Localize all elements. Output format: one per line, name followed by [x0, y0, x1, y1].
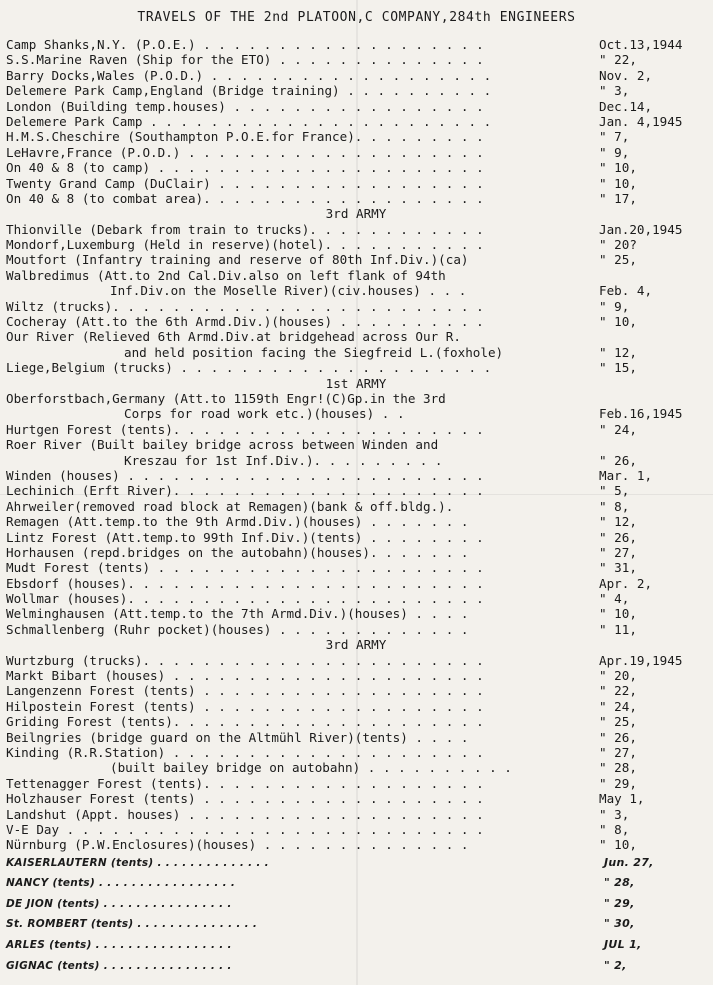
entry-location: Wurtzburg (trucks). . . . . . . . . . . . . . . . . . . . . . .: [6, 652, 484, 668]
entry-location: Corps for road work etc.)(houses) . .: [124, 406, 405, 422]
entry-date: " 11,: [599, 621, 637, 637]
entry-location: GIGNAC (tents) . . . . . . . . . . . . . . . .: [6, 959, 232, 972]
itinerary-entry: [6, 468, 706, 483]
entry-location: and held position facing the Siegfreid L.(foxhole): [124, 344, 504, 360]
handwritten-entry: [6, 956, 706, 977]
entry-date: " 10,: [599, 314, 637, 330]
entry-date: " 26,: [599, 529, 637, 545]
army-section-header: [6, 637, 706, 652]
entry-date: " 17,: [599, 190, 637, 206]
itinerary-entry: [6, 176, 706, 191]
itinerary-entry: [6, 283, 706, 298]
entry-date: " 29,: [599, 775, 637, 791]
entry-date: " 24,: [599, 698, 637, 714]
itinerary-entry: [6, 114, 706, 129]
itinerary-entry: [6, 329, 706, 344]
entry-date: " 10,: [599, 175, 637, 191]
entry-date: Jun. 27,: [604, 855, 654, 869]
entry-location: Ahrweiler(removed road block at Remagen)(bank & off.bldg.).: [6, 498, 454, 514]
itinerary-entry: [6, 160, 706, 175]
entry-location: Hurtgen Forest (tents). . . . . . . . . . . . . . . . . . . . .: [6, 421, 484, 437]
entry-date: " 26,: [599, 452, 637, 468]
itinerary-entry: [6, 268, 706, 283]
itinerary-entry: [6, 252, 706, 267]
entry-date: Feb. 4,: [599, 283, 653, 299]
entry-location: On 40 & 8 (to combat area). . . . . . . . . . . . . . . . . . .: [6, 190, 484, 206]
entry-location: Mudt Forest (tents) . . . . . . . . . . . . . . . . . . . . . .: [6, 560, 484, 576]
entry-location: Barry Docks,Wales (P.O.D.) . . . . . . . . . . . . . . . . . . .: [6, 67, 492, 83]
entry-date: " 10,: [599, 606, 637, 622]
itinerary-entry: [6, 668, 706, 683]
entry-location: Lintz Forest (Att.temp.to 99th Inf.Div.)(tents) . . . . . . . .: [6, 529, 484, 545]
itinerary-entry: [6, 745, 706, 760]
itinerary-entry: [6, 483, 706, 498]
entry-date: " 25,: [599, 714, 637, 730]
itinerary-entry: [6, 606, 706, 621]
itinerary-entry: [6, 422, 706, 437]
entry-date: " 22,: [599, 683, 637, 699]
entry-date: " 7,: [599, 129, 630, 145]
itinerary-entry: [6, 437, 706, 452]
entry-location: Inf.Div.on the Moselle River)(civ.houses) . . .: [110, 283, 467, 299]
entry-location: Langenzenn Forest (tents) . . . . . . . . . . . . . . . . . . .: [6, 683, 484, 699]
entry-date: JUL 1,: [604, 938, 642, 952]
entry-date: Dec.14,: [599, 98, 653, 114]
itinerary-entry: [6, 314, 706, 329]
army-section-label: 1st ARMY: [325, 375, 387, 391]
entry-location: Moutfort (Infantry training and reserve of 80th Inf.Div.)(ca): [6, 252, 469, 268]
entry-date: " 22,: [599, 52, 637, 68]
entry-location: V-E Day . . . . . . . . . . . . . . . . . . . . . . . . . . . .: [6, 821, 484, 837]
entry-date: Oct.13,1944: [599, 37, 683, 52]
entry-location: Delemere Park Camp . . . . . . . . . . . . . . . . . . . . . . .: [6, 113, 492, 129]
entry-date: Feb.16,1945: [599, 406, 683, 422]
itinerary-entry: [6, 545, 706, 560]
entry-date: " 10,: [599, 160, 637, 176]
entry-location: On 40 & 8 (to camp) . . . . . . . . . . . . . . . . . . . . . .: [6, 160, 484, 176]
itinerary-entry: [6, 591, 706, 606]
entry-date: " 24,: [599, 421, 637, 437]
entry-date: Apr.19,1945: [599, 652, 683, 668]
itinerary-list: [6, 37, 706, 976]
entry-date: " 28,: [604, 876, 635, 890]
entry-location: Wollmar (houses). . . . . . . . . . . . . . . . . . . . . . . .: [6, 591, 484, 607]
entry-date: " 8,: [599, 498, 630, 514]
itinerary-entry: [6, 391, 706, 406]
entry-date: " 10,: [599, 837, 637, 853]
army-section-header: [6, 376, 706, 391]
entry-location: Kinding (R.R.Station) . . . . . . . . . . . . . . . . . . . . .: [6, 744, 484, 760]
entry-location: LeHavre,France (P.O.D.) . . . . . . . . . . . . . . . . . . . .: [6, 144, 484, 160]
entry-date: " 28,: [599, 760, 637, 776]
entry-date: " 2,: [604, 958, 627, 972]
entry-date: " 20,: [599, 668, 637, 684]
entry-location: ARLES (tents) . . . . . . . . . . . . . . . . .: [6, 939, 232, 952]
itinerary-entry: [6, 730, 706, 745]
itinerary-entry: [6, 145, 706, 160]
itinerary-entry: [6, 622, 706, 637]
itinerary-entry: [6, 222, 706, 237]
entry-location: London (Building temp.houses) . . . . . . . . . . . . . . . . .: [6, 98, 484, 114]
handwritten-entry: [6, 853, 706, 874]
army-section-label: 3rd ARMY: [325, 206, 387, 222]
entry-date: Mar. 1,: [599, 467, 653, 483]
entry-location: (built bailey bridge on autobahn) . . . . . . . . . .: [110, 760, 512, 776]
itinerary-entry: [6, 191, 706, 206]
entry-date: " 29,: [604, 896, 635, 910]
entry-date: " 9,: [599, 298, 630, 314]
entry-date: Jan.20,1945: [599, 221, 683, 237]
entry-location: S.S.Marine Raven (Ship for the ETO) . . . . . . . . . . . . . .: [6, 52, 484, 68]
army-section-label: 3rd ARMY: [325, 637, 387, 653]
itinerary-entry: [6, 345, 706, 360]
entry-location: KAISERLAUTERN (tents) . . . . . . . . . . . . . .: [6, 856, 269, 869]
handwritten-entry: [6, 935, 706, 956]
entry-location: Oberforstbach,Germany (Att.to 1159th Engr!(C)Gp.in the 3rd: [6, 390, 446, 406]
itinerary-entry: [6, 776, 706, 791]
handwritten-entry: [6, 914, 706, 935]
itinerary-entry: [6, 530, 706, 545]
entry-location: Roer River (Built bailey bridge across between Winden and: [6, 437, 439, 453]
itinerary-entry: [6, 714, 706, 729]
entry-location: Landshut (Appt. houses) . . . . . . . . . . . . . . . . . . . .: [6, 806, 484, 822]
entry-location: Delemere Park Camp,England (Bridge training) . . . . . . . . . .: [6, 83, 492, 99]
entry-date: " 12,: [599, 514, 637, 530]
entry-location: Ebsdorf (houses). . . . . . . . . . . . . . . . . . . . . . . .: [6, 575, 484, 591]
itinerary-entry: [6, 360, 706, 375]
itinerary-entry: [6, 653, 706, 668]
entry-date: " 4,: [599, 591, 630, 607]
entry-date: " 8,: [599, 821, 630, 837]
itinerary-entry: [6, 406, 706, 421]
entry-location: Holzhauser Forest (tents) . . . . . . . . . . . . . . . . . . .: [6, 791, 484, 807]
itinerary-entry: [6, 99, 706, 114]
entry-date: " 9,: [599, 144, 630, 160]
entry-date: " 3,: [599, 806, 630, 822]
itinerary-entry: [6, 499, 706, 514]
entry-location: H.M.S.Cheschire (Southampton P.O.E.for France). . . . . . . . .: [6, 129, 484, 145]
entry-location: Griding Forest (tents). . . . . . . . . . . . . . . . . . . . .: [6, 714, 484, 730]
entry-date: " 31,: [599, 560, 637, 576]
itinerary-entry: [6, 299, 706, 314]
entry-location: DE JION (tents) . . . . . . . . . . . . . . . .: [6, 897, 232, 910]
entry-date: Apr. 2,: [599, 575, 653, 591]
itinerary-entry: [6, 560, 706, 575]
itinerary-entry: [6, 514, 706, 529]
entry-date: " 3,: [599, 83, 630, 99]
itinerary-entry: [6, 822, 706, 837]
entry-date: " 27,: [599, 544, 637, 560]
entry-location: St. ROMBERT (tents) . . . . . . . . . . . . . . .: [6, 918, 258, 931]
itinerary-entry: [6, 760, 706, 775]
entry-date: " 27,: [599, 744, 637, 760]
document-title: TRAVELS OF THE 2nd PLATOON,C COMPANY,284th ENGINEERS: [137, 10, 576, 25]
handwritten-entry: [6, 894, 706, 915]
entry-location: Hilpostein Forest (tents) . . . . . . . . . . . . . . . . . . .: [6, 698, 484, 714]
entry-location: Beilngries (bridge guard on the Altmühl River)(tents) . . . .: [6, 729, 469, 745]
itinerary-entry: [6, 83, 706, 98]
itinerary-entry: [6, 699, 706, 714]
itinerary-entry: [6, 807, 706, 822]
entry-location: Horhausen (repd.bridges on the autobahn)(houses). . . . . . .: [6, 544, 469, 560]
entry-date: Jan. 4,1945: [599, 113, 683, 129]
itinerary-entry: [6, 129, 706, 144]
entry-location: Twenty Grand Camp (DuClair) . . . . . . . . . . . . . . . . . .: [6, 175, 484, 191]
entry-location: Winden (houses) . . . . . . . . . . . . . . . . . . . . . . . .: [6, 467, 484, 483]
itinerary-entry: [6, 68, 706, 83]
itinerary-entry: [6, 837, 706, 852]
entry-location: Tettenagger Forest (tents). . . . . . . . . . . . . . . . . . .: [6, 775, 484, 791]
entry-date: " 25,: [599, 252, 637, 268]
entry-date: " 5,: [599, 483, 630, 499]
entry-date: " 15,: [599, 360, 637, 376]
entry-location: Camp Shanks,N.Y. (P.O.E.) . . . . . . . . . . . . . . . . . . .: [6, 37, 484, 52]
handwritten-entry: [6, 873, 706, 894]
itinerary-entry: [6, 683, 706, 698]
entry-location: Kreszau for 1st Inf.Div.). . . . . . . . .: [124, 452, 443, 468]
entry-location: Markt Bibart (houses) . . . . . . . . . . . . . . . . . . . . .: [6, 668, 484, 684]
entry-location: Cocheray (Att.to the 6th Armd.Div.)(houses) . . . . . . . . . .: [6, 314, 484, 330]
entry-date: Nov. 2,: [599, 67, 653, 83]
itinerary-entry: [6, 791, 706, 806]
itinerary-entry: [6, 52, 706, 67]
entry-date: " 26,: [599, 729, 637, 745]
entry-location: Schmallenberg (Ruhr pocket)(houses) . . . . . . . . . . . . .: [6, 621, 469, 637]
entry-location: NANCY (tents) . . . . . . . . . . . . . . . . .: [6, 877, 236, 890]
entry-location: Mondorf,Luxemburg (Held in reserve)(hotel). . . . . . . . . . .: [6, 237, 484, 253]
itinerary-entry: [6, 37, 706, 52]
itinerary-entry: [6, 576, 706, 591]
entry-date: " 30,: [604, 917, 635, 931]
army-section-header: [6, 206, 706, 221]
entry-date: May 1,: [599, 791, 645, 807]
entry-location: Wiltz (trucks). . . . . . . . . . . . . . . . . . . . . . . . .: [6, 298, 484, 314]
entry-location: Lechinich (Erft River). . . . . . . . . . . . . . . . . . . . .: [6, 483, 484, 499]
entry-location: Liege,Belgium (trucks) . . . . . . . . . . . . . . . . . . . . .: [6, 360, 492, 376]
entry-location: Our River (Relieved 6th Armd.Div.at bridgehead across Our R.: [6, 329, 461, 345]
entry-location: Thionville (Debark from train to trucks). . . . . . . . . . . .: [6, 221, 484, 237]
entry-location: Walbredimus (Att.to 2nd Cal.Div.also on left flank of 94th: [6, 267, 446, 283]
entry-date: " 12,: [599, 344, 637, 360]
entry-location: Welminghausen (Att.temp.to the 7th Armd.Div.)(houses) . . . .: [6, 606, 469, 622]
itinerary-entry: [6, 237, 706, 252]
itinerary-entry: [6, 453, 706, 468]
entry-date: " 20?: [599, 237, 637, 253]
entry-location: Nürnburg (P.W.Enclosures)(houses) . . . . . . . . . . . . . .: [6, 837, 469, 853]
entry-location: Remagen (Att.temp.to the 9th Armd.Div.)(houses) . . . . . . .: [6, 514, 469, 530]
